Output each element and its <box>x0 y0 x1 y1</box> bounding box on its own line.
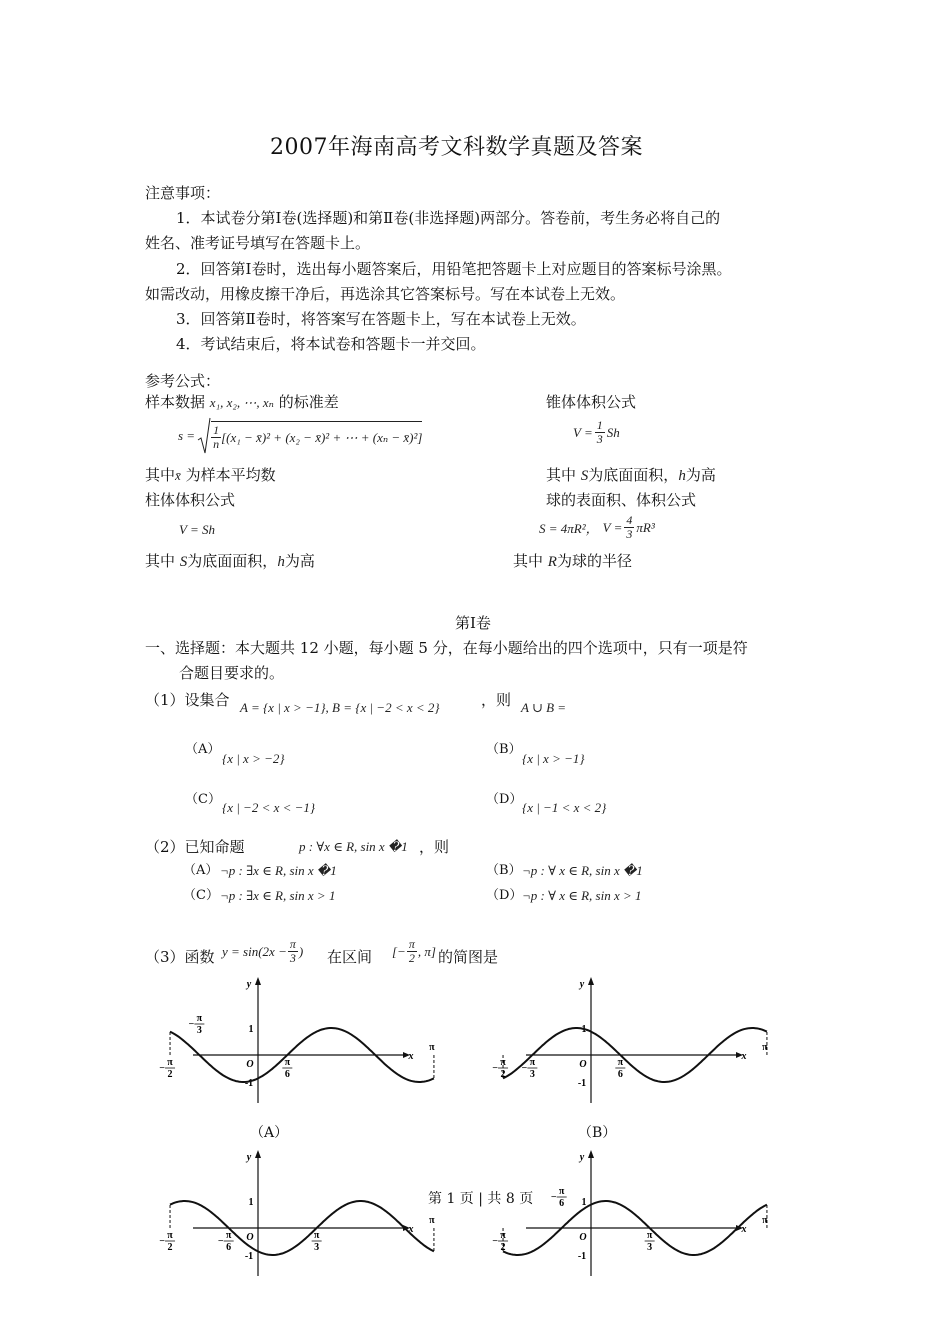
caption-a: （A） <box>250 1125 289 1141</box>
prism-note-s: S <box>179 554 188 570</box>
caption-b: （B） <box>578 1125 617 1141</box>
cone-formula <box>573 419 620 446</box>
sine-graph-svg <box>492 975 768 1105</box>
notice-item-3: 3．回答第Ⅱ卷时，将答案写在答题卡上，写在本试卷上无效。 <box>176 310 586 328</box>
sd-vars: x₁, x₂, ⋯, xₙ <box>209 395 274 410</box>
tick-label-frac-0-minus: − <box>159 1063 165 1074</box>
q1-opt-a[interactable]: {x | x > −2} <box>222 751 285 766</box>
q3-int-den: 2 <box>408 951 415 965</box>
tick-label-frac-2-den: 6 <box>617 1069 623 1080</box>
q1-opt-d[interactable]: {x | −1 < x < 2} <box>522 800 607 815</box>
cone-note-h: h <box>678 468 686 484</box>
q1-union: A ∪ B = <box>521 700 567 715</box>
sine-graph-svg <box>159 975 435 1105</box>
q2-opt-d[interactable]: ¬p : ∀ x ∈ R, sin x > 1 <box>522 888 642 903</box>
mean-var: x̄ <box>175 468 181 483</box>
tick-label-frac-0-den: 2 <box>167 1069 173 1080</box>
q2-opt-a-label[interactable]: （A） <box>183 863 219 878</box>
tick-label-frac-1-den: 6 <box>559 1198 565 1209</box>
y-axis-arrow <box>588 977 594 985</box>
y-axis-label: y <box>246 979 252 990</box>
q1-then: ，则 <box>481 691 512 709</box>
cone-frac <box>595 419 605 446</box>
q2-prop: p : ∀x ∈ R, sin x �1 <box>299 839 408 854</box>
tick-label-frac-1-den: 3 <box>529 1069 535 1080</box>
tick-label-frac-2-den: 3 <box>647 1242 653 1253</box>
q1-opt-c[interactable]: {x | −2 < x < −1} <box>222 800 316 815</box>
sd-label <box>145 392 339 413</box>
graph-option-c[interactable] <box>159 1148 435 1282</box>
q3-int-frac <box>407 938 417 965</box>
sd-formula <box>178 416 422 456</box>
sd-frac-den: n <box>213 437 220 451</box>
y-axis-arrow <box>588 1150 594 1158</box>
q2-opt-b-label[interactable]: （B） <box>486 863 522 878</box>
tick-label-frac-1-minus: − <box>188 1019 195 1030</box>
q1-sets: A = {x | x > −1}, B = {x | −2 < x < 2} <box>240 700 440 715</box>
x-axis-label: x <box>408 1051 414 1062</box>
tick-label-one: 1 <box>248 1197 254 1208</box>
sine-graph-svg <box>492 1148 768 1278</box>
notice-item-2: 2．回答第Ⅰ卷时，选出每小题答案后，用铅笔把答题卡上对应题目的答案标号涂黑。 <box>176 260 732 278</box>
q3-func-frac <box>288 938 298 965</box>
q3-func-num: π <box>289 937 296 951</box>
formulas-heading: 参考公式： <box>145 372 221 390</box>
prism-label: 柱体体积公式 <box>145 491 236 509</box>
cone-num: 1 <box>596 418 603 432</box>
tick-label-frac-0-den: 2 <box>500 1242 506 1253</box>
q1-opt-d-label[interactable]: （D） <box>486 792 523 807</box>
cone-right: Sh <box>606 424 620 440</box>
y-axis-arrow <box>255 1150 261 1158</box>
tick-label-frac-0-num: π <box>167 1057 173 1068</box>
prism-formula: V = Sh <box>179 522 215 537</box>
tick-label-neg-one: -1 <box>577 1251 587 1262</box>
tick-label-pi: π <box>762 1215 768 1226</box>
y-axis-label: y <box>579 979 585 990</box>
sphere-f1: S = 4πR²， <box>539 521 599 536</box>
sd-frac-num: 1 <box>213 423 220 437</box>
tick-label-neg-one: -1 <box>244 1251 254 1262</box>
tick-label-pi: π <box>762 1042 768 1053</box>
q3-stem: （3）函数 <box>145 948 215 966</box>
x-axis-label: x <box>741 1051 747 1062</box>
sphere-f2-right: πR³ <box>636 519 655 535</box>
prism-note-a: 其中 <box>145 552 176 570</box>
sphere-note-a: 其中 <box>513 552 544 570</box>
tick-label-frac-2-den: 6 <box>284 1069 290 1080</box>
tick-label-one: 1 <box>248 1024 254 1035</box>
notice-item-4: 4．考试结束后，将本试卷和答题卡一并交回。 <box>176 335 486 353</box>
tick-label-frac-2-num: π <box>313 1230 320 1241</box>
tick-label-one: 1 <box>581 1197 587 1208</box>
tick-label-frac-0-minus: − <box>159 1236 165 1247</box>
q2-stem: （2）已知命题 <box>145 838 245 856</box>
q1-stem: （1）设集合 <box>145 691 230 709</box>
q3-simple-graph: 的简图是 <box>438 948 499 966</box>
notice-heading: 注意事项： <box>145 184 221 202</box>
mean-note-b: 为样本平均数 <box>185 466 276 484</box>
tick-label-frac-1-num: π <box>529 1057 536 1068</box>
sine-graph-svg <box>159 1148 435 1278</box>
origin-label: O <box>246 1232 254 1243</box>
graph-option-d[interactable] <box>492 1148 768 1282</box>
tick-label-frac-1-den: 3 <box>196 1025 202 1036</box>
sphere-note-b: 为球的半径 <box>556 552 632 570</box>
sphere-den: 3 <box>626 527 633 541</box>
tick-label-frac-1-minus: − <box>521 1063 528 1074</box>
prism-note-b: 为底面面积， <box>187 552 278 570</box>
q3-func-right: ) <box>298 943 304 959</box>
sphere-label: 球的表面积、体积公式 <box>546 491 697 509</box>
tick-label-frac-1-minus: − <box>550 1192 557 1203</box>
tick-label-frac-1-den: 6 <box>226 1242 232 1253</box>
tick-label-frac-2-num: π <box>284 1057 291 1068</box>
tick-label-frac-0-num: π <box>167 1230 173 1241</box>
tick-label-frac-2-den: 3 <box>314 1242 320 1253</box>
q3-func-left: y = sin(2x − <box>222 943 287 959</box>
cone-label: 锥体体积公式 <box>546 393 637 411</box>
section-instructions-cont: 合题目要求的。 <box>179 664 285 682</box>
section-instructions: 一、选择题：本大题共 12 小题，每小题 5 分，在每小题给出的四个选项中，只有一项是符 <box>145 639 748 657</box>
q1-opt-c-label[interactable]: （C） <box>185 792 221 807</box>
cone-note-c: 为高 <box>685 466 716 484</box>
graph-option-b[interactable] <box>492 975 768 1109</box>
tick-label-frac-0-den: 2 <box>500 1069 506 1080</box>
q2-opt-b[interactable]: ¬p : ∀ x ∈ R, sin x �1 <box>522 863 643 878</box>
tick-label-pi: π <box>429 1042 435 1053</box>
q3-func-den: 3 <box>289 951 296 965</box>
sd-label-a: 样本数据 <box>145 393 206 411</box>
q1-opt-b-label[interactable]: （B） <box>486 742 522 757</box>
cone-note-a: 其中 <box>546 466 577 484</box>
page-footer: 第 1 页 | 共 8 页 <box>428 1191 534 1207</box>
q3-function <box>222 938 303 965</box>
cone-note-b: 为底面面积， <box>588 466 679 484</box>
sphere-note-r: R <box>547 554 557 570</box>
tick-label-frac-1-num: π <box>196 1013 203 1024</box>
sphere-f2-left: V = <box>602 519 623 535</box>
notice-item-2-cont: 如需改动，用橡皮擦干净后，再选涂其它答案标号。写在本试卷上无效。 <box>145 285 626 303</box>
prism-note-h: h <box>277 554 285 570</box>
y-axis-arrow <box>255 977 261 985</box>
q3-int-num: π <box>408 937 415 951</box>
tick-label-frac-1-num: π <box>225 1230 232 1241</box>
q3-interval-label: 在区间 <box>327 948 373 966</box>
sphere-note <box>513 551 632 572</box>
notice-item-1-cont: 姓名、准考证号填写在答题卡上。 <box>145 234 371 252</box>
mean-note-a: 其中 <box>145 466 176 484</box>
tick-label-frac-0-minus: − <box>492 1236 498 1247</box>
notice-item-1: 1．本试卷分第Ⅰ卷(选择题)和第Ⅱ卷(非选择题)两部分。答卷前，考生务必将自己的 <box>176 209 721 227</box>
q3-interval <box>392 938 436 965</box>
q1-opt-a-label[interactable]: （A） <box>185 742 221 757</box>
y-axis-label: y <box>246 1152 252 1163</box>
tick-label-frac-0-num: π <box>500 1230 506 1241</box>
part1-heading: 第Ⅰ卷 <box>455 614 491 632</box>
graph-option-a[interactable] <box>159 975 435 1109</box>
tick-label-frac-2-num: π <box>617 1057 624 1068</box>
prism-note <box>145 551 315 572</box>
q2-opt-a[interactable]: ¬p : ∃x ∈ R, sin x �1 <box>220 863 337 878</box>
q1-opt-b[interactable]: {x | x > −1} <box>522 751 585 766</box>
cone-left: V = <box>573 424 593 440</box>
tick-label-frac-2-num: π <box>646 1230 653 1241</box>
sphere-formula <box>539 514 655 541</box>
sd-radicand <box>211 421 422 451</box>
tick-label-frac-0-num: π <box>500 1057 506 1068</box>
tick-label-pi: π <box>429 1215 435 1226</box>
q3-int-right: , π] <box>417 943 436 959</box>
page-title: 2007年海南高考文科数学真题及答案 <box>270 135 643 160</box>
q2-opt-d-label[interactable]: （D） <box>486 888 523 903</box>
tick-label-frac-1-minus: − <box>217 1236 224 1247</box>
tick-label-frac-0-den: 2 <box>167 1242 173 1253</box>
cone-note <box>546 465 716 486</box>
x-axis-label: x <box>741 1224 747 1235</box>
q2-opt-c-label[interactable]: （C） <box>183 888 219 903</box>
tick-label-one: 1 <box>581 1024 587 1035</box>
sd-frac <box>211 424 221 451</box>
sd-formula-left: s = <box>178 428 196 443</box>
tick-label-neg-one: -1 <box>244 1078 254 1089</box>
prism-note-c: 为高 <box>284 552 315 570</box>
cone-den: 3 <box>596 432 603 446</box>
tick-label-frac-1-num: π <box>558 1186 565 1197</box>
origin-label: O <box>579 1232 587 1243</box>
sphere-frac <box>624 514 634 541</box>
q2-then: ，则 <box>419 838 450 856</box>
q3-int-left: [− <box>392 943 406 959</box>
tick-label-frac-0-minus: − <box>492 1063 498 1074</box>
tick-label-neg-one: -1 <box>577 1078 587 1089</box>
sphere-num: 4 <box>626 513 633 527</box>
x-axis-label: x <box>408 1224 414 1235</box>
mean-note <box>145 465 276 486</box>
origin-label: O <box>246 1059 254 1070</box>
sd-formula-body: [(x₁ − x̄)² + (x₂ − x̄)² + ⋯ + (xₙ − x̄)²] <box>221 429 423 445</box>
cone-note-s: S <box>580 468 589 484</box>
sqrt-sign <box>197 416 211 456</box>
q2-opt-c[interactable]: ¬p : ∃x ∈ R, sin x > 1 <box>220 888 336 903</box>
sd-label-b: 的标准差 <box>278 393 339 411</box>
origin-label: O <box>579 1059 587 1070</box>
y-axis-label: y <box>579 1152 585 1163</box>
